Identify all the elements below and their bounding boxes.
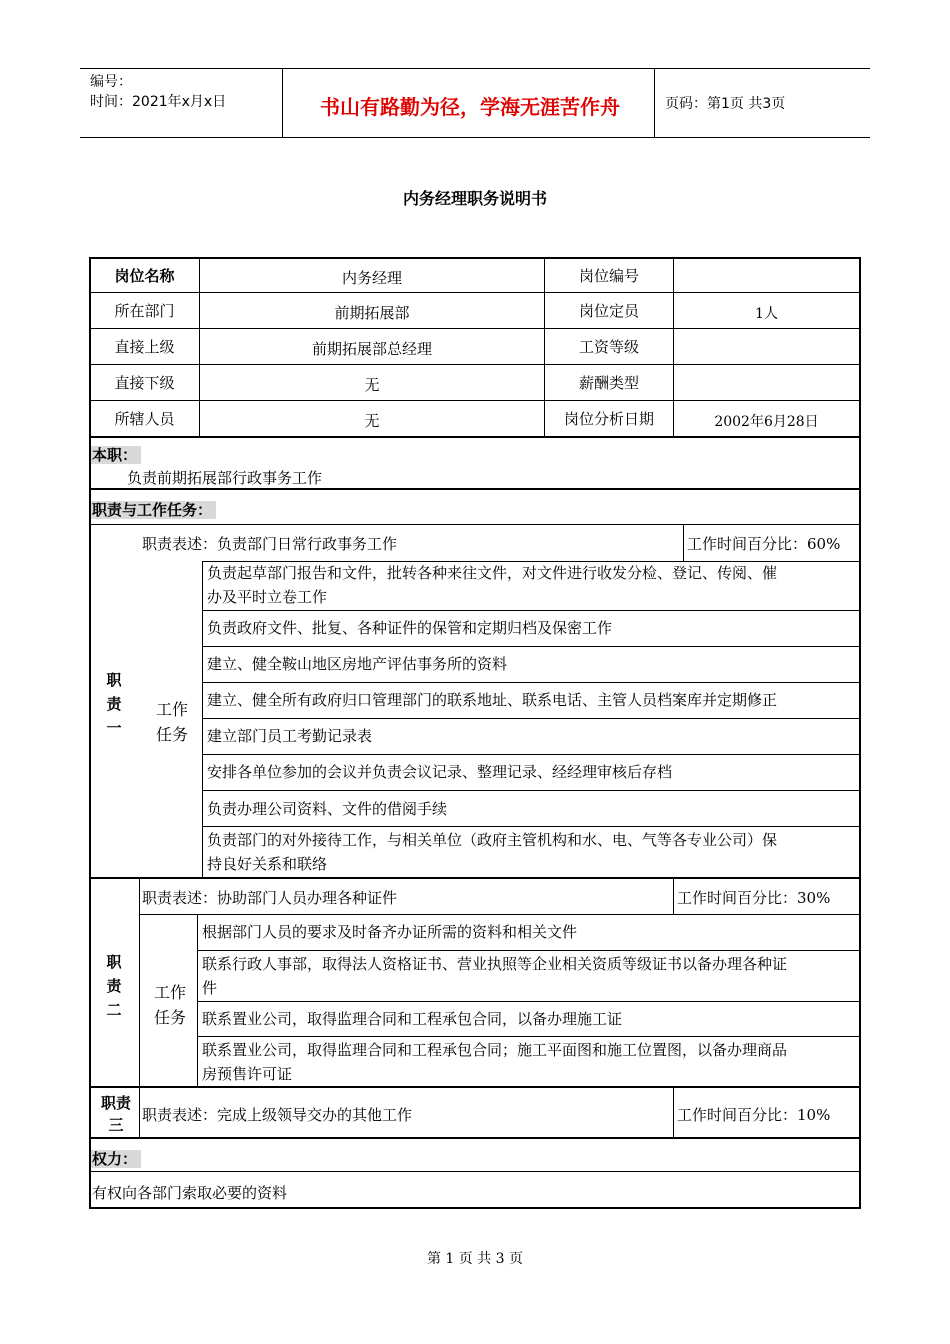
basic-value-analysis-date: 2002年6月28日 xyxy=(714,413,819,430)
document-title: 内务经理职务说明书 xyxy=(402,189,547,208)
duty-one-percent: 工作时间百分比：60% xyxy=(687,535,841,553)
basic-label-salary-grade: 工资等级 xyxy=(578,338,639,356)
duty-one-task: 负责部门的对外接待工作，与相关单位（政府主管机构和水、电、气等各专业公司）保 持良好关系和联络 xyxy=(207,831,778,873)
duty-two-task: 联系置业公司，取得监理合同和工程承包合同；施工平面图和施工位置图，以备办理商品 房预售许可证 xyxy=(202,1041,788,1083)
duty-two-description: 职责表述：协助部门人员办理各种证件 xyxy=(142,889,398,907)
duty-one-task: 负责办理公司资料、文件的借阅手续 xyxy=(207,800,448,818)
duty-two-label: 职 责 二 xyxy=(106,953,122,1019)
basic-label-post-name: 岗位名称 xyxy=(114,266,175,285)
duty-one-description: 职责表述：负责部门日常行政事务工作 xyxy=(142,535,398,553)
duty-two-percent: 工作时间百分比：30% xyxy=(677,889,831,907)
duty-three-percent: 工作时间百分比：10% xyxy=(677,1106,831,1124)
basic-value-salary-grade xyxy=(674,329,859,364)
duty-two-task-label: 工作 任务 xyxy=(153,983,186,1027)
duty-three-label: 职责 三 xyxy=(100,1094,131,1134)
basic-label-post-code: 岗位编号 xyxy=(578,266,639,285)
duty-three-description: 职责表述：完成上级领导交办的其他工作 xyxy=(142,1106,413,1124)
header-page-info: 页码：第1页 共3页 xyxy=(665,96,786,112)
main-duty-heading: 本职： xyxy=(91,446,141,464)
basic-value-subordinate: 无 xyxy=(364,376,380,394)
duty-one-task: 建立、健全所有政府归口管理部门的联系地址、联系电话、主管人员档案库并定期修正 xyxy=(207,691,778,709)
basic-label-analysis-date: 岗位分析日期 xyxy=(563,410,654,428)
basic-label-pay-type: 薪酬类型 xyxy=(578,374,639,392)
duty-one-task: 安排各单位参加的会议并负责会议记录、整理记录、经经理审核后存档 xyxy=(207,763,673,781)
authority-text: 有权向各部门索取必要的资料 xyxy=(92,1184,288,1202)
authority-heading: 权力： xyxy=(91,1150,141,1168)
header-motto: 书山有路勤为径，学海无涯苦作舟 xyxy=(320,95,620,119)
page-footer: 第 1 页 共 3 页 xyxy=(426,1251,524,1267)
basic-label-staff: 所辖人员 xyxy=(114,410,175,428)
header-time: 时间：2021年x月x日 xyxy=(90,94,227,110)
duty-two-task: 根据部门人员的要求及时备齐办证所需的资料和相关文件 xyxy=(202,923,578,941)
basic-value-post-name: 内务经理 xyxy=(341,268,402,287)
basic-label-headcount: 岗位定员 xyxy=(578,302,639,320)
basic-label-department: 所在部门 xyxy=(114,302,175,320)
basic-label-superior: 直接上级 xyxy=(114,338,175,356)
basic-label-subordinate: 直接下级 xyxy=(114,374,175,392)
duty-one-task-label: 工作 任务 xyxy=(155,700,188,744)
basic-value-staff: 无 xyxy=(364,412,380,430)
header-meta xyxy=(90,72,226,112)
duty-one-label: 职 责 一 xyxy=(106,671,122,737)
header-code-label: 编号： xyxy=(90,74,132,90)
duty-two-task: 联系行政人事部，取得法人资格证书、营业执照等企业相关资质等级证书以备办理各种证 件 xyxy=(202,955,788,997)
duty-one-task: 负责政府文件、批复、各种证件的保管和定期归档及保密工作 xyxy=(207,619,613,637)
duty-one-task: 负责起草部门报告和文件，批转各种来往文件，对文件进行收发分检、登记、传阅、催 办及平时立卷工作 xyxy=(207,564,778,606)
basic-value-headcount: 1人 xyxy=(755,305,778,322)
duty-one-task: 建立部门员工考勤记录表 xyxy=(207,727,373,745)
basic-value-superior: 前期拓展部总经理 xyxy=(311,340,432,358)
page-header xyxy=(80,68,870,138)
duties-heading: 职责与工作任务： xyxy=(91,501,216,519)
basic-value-department: 前期拓展部 xyxy=(334,304,410,322)
duty-two-task: 联系置业公司，取得监理合同和工程承包合同，以备办理施工证 xyxy=(202,1010,623,1028)
main-duty-text: 负责前期拓展部行政事务工作 xyxy=(127,469,323,487)
basic-value-post-code xyxy=(674,258,859,292)
duty-one-task: 建立、健全鞍山地区房地产评估事务所的资料 xyxy=(207,655,508,673)
basic-value-pay-type xyxy=(674,365,859,400)
